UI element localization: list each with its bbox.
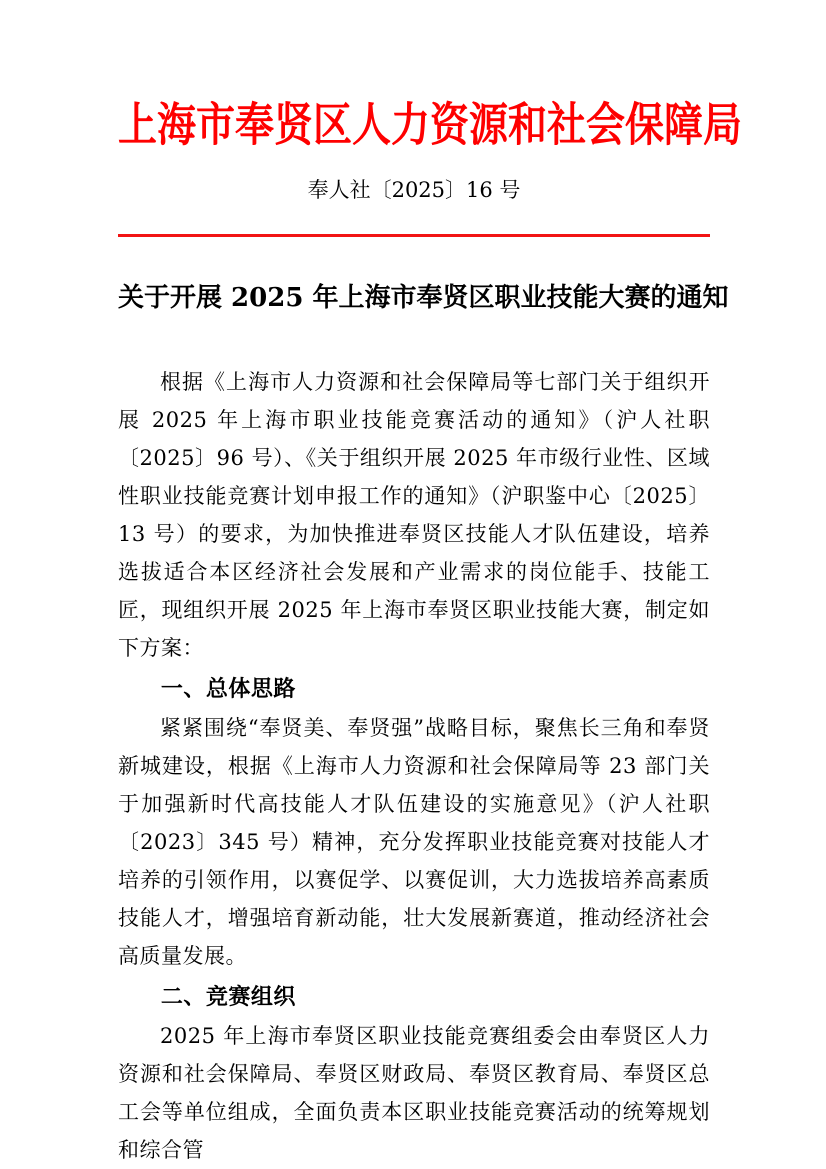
red-divider-rule [118, 234, 710, 237]
document-content [118, 97, 743, 1169]
agency-name-header: 上海市奉贤区人力资源和社会保障局 [118, 97, 743, 153]
notice-title: 关于开展 2025 年上海市奉贤区职业技能大赛的通知 [118, 283, 729, 313]
section-heading-competition-organization: 二、竞赛组织 [160, 985, 296, 1010]
section-paragraph-competition-organization: 2025 年上海市奉贤区职业技能竞赛组委会由奉贤区人力资源和社会保障局、奉贤区财政局、奉贤区教育局、奉贤区总工会等单位组成，全面负责本区职业技能竞赛活动的统筹规划和综合管 [118, 1024, 710, 1162]
document-body [118, 363, 710, 1169]
section-paragraph-overall-approach: 紧紧围绕“奉贤美、奉贤强”战略目标，聚焦长三角和奉贤新城建设，根据《上海市人力资源和社会保障局等 23 部门关于加强新时代高技能人才队伍建设的实施意见》（沪人社职〔2023〕345 号）精神，充分发挥职业技能竞赛对技能人才培养的引领作用，以赛促学、以赛促训，大力选拔培养高素质技能人才，增强培育新动能，壮大发展新赛道，推动经济社会高质量发展。 [118, 716, 710, 968]
intro-paragraph: 根据《上海市人力资源和社会保障局等七部门关于组织开展 2025 年上海市职业技能竞赛活动的通知》（沪人社职〔2025〕96 号）、《关于组织开展 2025 年市级行业性、区域性职业技能竞赛计划申报工作的通知》（沪职鉴中心〔2025〕13 号）的要求，为加快推进奉贤区技能人才队伍建设，培养选拔适合本区经济社会发展和产业需求的岗位能手、技能工匠，现组织开展 2025 年上海市奉贤区职业技能大赛，制定如下方案： [118, 370, 710, 660]
document-number: 奉人社〔2025〕16 号 [307, 178, 521, 202]
section-heading-overall-approach: 一、总体思路 [160, 677, 296, 702]
